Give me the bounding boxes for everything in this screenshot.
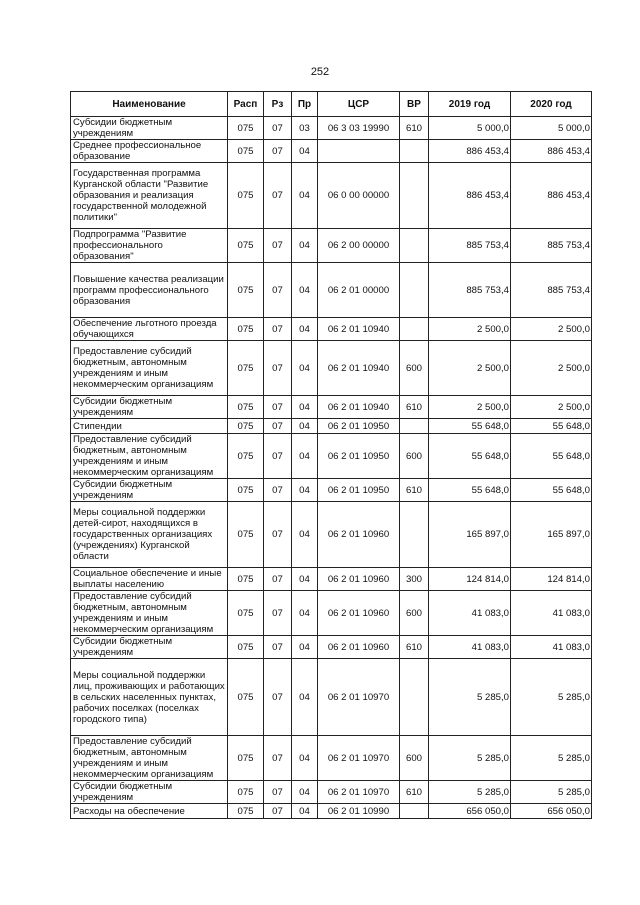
table-row — [71, 736, 592, 781]
cell-pr: 04 — [292, 434, 318, 479]
table-row — [71, 140, 592, 163]
header-2020: 2020 год — [511, 92, 592, 117]
cell-pr: 04 — [292, 736, 318, 781]
cell-csr: 06 2 01 10960 — [318, 636, 400, 659]
cell-2019: 5 285,0 — [429, 659, 511, 736]
cell-rasp: 075 — [228, 591, 264, 636]
table-row — [71, 419, 592, 434]
cell-2019: 2 500,0 — [429, 396, 511, 419]
table-row — [71, 434, 592, 479]
cell-pr: 04 — [292, 318, 318, 341]
cell-csr: 06 2 01 10950 — [318, 479, 400, 502]
table-row — [71, 502, 592, 568]
cell-rasp: 075 — [228, 659, 264, 736]
cell-rz: 07 — [264, 736, 292, 781]
cell-vr: 610 — [400, 117, 429, 140]
cell-2019: 5 285,0 — [429, 736, 511, 781]
cell-2019: 41 083,0 — [429, 591, 511, 636]
cell-rasp: 075 — [228, 636, 264, 659]
cell-vr — [400, 263, 429, 318]
cell-csr: 06 2 01 10970 — [318, 781, 400, 804]
cell-name: Расходы на обеспечение — [71, 804, 228, 819]
cell-pr: 04 — [292, 419, 318, 434]
cell-rasp: 075 — [228, 804, 264, 819]
cell-name: Подпрограмма "Развитие профессионального образования" — [71, 229, 228, 263]
cell-csr: 06 2 01 10960 — [318, 591, 400, 636]
table-row — [71, 568, 592, 591]
header-2019: 2019 год — [429, 92, 511, 117]
table-row — [71, 804, 592, 819]
cell-vr: 600 — [400, 341, 429, 396]
cell-2020: 2 500,0 — [511, 396, 592, 419]
cell-2020: 165 897,0 — [511, 502, 592, 568]
cell-name: Меры социальной поддержки лиц, проживающих и работающих в сельских населенных пунктах, рабочих поселках (поселках городского типа) — [71, 659, 228, 736]
cell-2020: 41 083,0 — [511, 636, 592, 659]
budget-table — [70, 91, 592, 819]
cell-name: Предоставление субсидий бюджетным, автономным учреждениям и иным некоммерческим организациям — [71, 434, 228, 479]
cell-rasp: 075 — [228, 434, 264, 479]
cell-rz: 07 — [264, 318, 292, 341]
cell-vr: 610 — [400, 396, 429, 419]
table-row — [71, 479, 592, 502]
cell-2019: 885 753,4 — [429, 263, 511, 318]
cell-rz: 07 — [264, 568, 292, 591]
cell-pr: 04 — [292, 591, 318, 636]
cell-2019: 165 897,0 — [429, 502, 511, 568]
header-name: Наименование — [71, 92, 228, 117]
cell-rz: 07 — [264, 434, 292, 479]
cell-rasp: 075 — [228, 396, 264, 419]
cell-rasp: 075 — [228, 117, 264, 140]
table-body — [71, 117, 592, 819]
header-vr: ВР — [400, 92, 429, 117]
cell-2019: 885 753,4 — [429, 229, 511, 263]
cell-2020: 2 500,0 — [511, 341, 592, 396]
cell-vr — [400, 804, 429, 819]
cell-vr — [400, 318, 429, 341]
cell-2020: 885 753,4 — [511, 263, 592, 318]
cell-vr — [400, 229, 429, 263]
cell-csr: 06 2 01 10940 — [318, 396, 400, 419]
cell-2020: 5 285,0 — [511, 736, 592, 781]
cell-2020: 55 648,0 — [511, 479, 592, 502]
cell-2020: 5 285,0 — [511, 781, 592, 804]
cell-name: Субсидии бюджетным учреждениям — [71, 117, 228, 140]
cell-vr: 600 — [400, 736, 429, 781]
cell-name: Предоставление субсидий бюджетным, автономным учреждениям и иным некоммерческим организациям — [71, 341, 228, 396]
cell-rasp: 075 — [228, 229, 264, 263]
cell-name: Среднее профессиональное образование — [71, 140, 228, 163]
cell-csr: 06 2 01 00000 — [318, 263, 400, 318]
cell-rasp: 075 — [228, 781, 264, 804]
cell-2019: 5 285,0 — [429, 781, 511, 804]
cell-name: Субсидии бюджетным учреждениям — [71, 636, 228, 659]
cell-rasp: 075 — [228, 736, 264, 781]
cell-pr: 04 — [292, 163, 318, 229]
cell-csr: 06 2 00 00000 — [318, 229, 400, 263]
cell-2020: 41 083,0 — [511, 591, 592, 636]
table-row — [71, 636, 592, 659]
cell-2020: 124 814,0 — [511, 568, 592, 591]
cell-csr: 06 2 01 10950 — [318, 419, 400, 434]
cell-pr: 04 — [292, 568, 318, 591]
cell-name: Субсидии бюджетным учреждениям — [71, 781, 228, 804]
cell-rasp: 075 — [228, 419, 264, 434]
cell-2019: 41 083,0 — [429, 636, 511, 659]
cell-pr: 04 — [292, 479, 318, 502]
cell-rasp: 075 — [228, 318, 264, 341]
cell-rz: 07 — [264, 163, 292, 229]
cell-2019: 124 814,0 — [429, 568, 511, 591]
cell-rz: 07 — [264, 479, 292, 502]
cell-csr: 06 2 01 10990 — [318, 804, 400, 819]
table-row — [71, 263, 592, 318]
cell-2020: 885 753,4 — [511, 229, 592, 263]
cell-pr: 04 — [292, 502, 318, 568]
cell-vr: 600 — [400, 591, 429, 636]
cell-rasp: 075 — [228, 479, 264, 502]
cell-2020: 2 500,0 — [511, 318, 592, 341]
cell-2020: 55 648,0 — [511, 434, 592, 479]
cell-csr: 06 2 01 10960 — [318, 502, 400, 568]
cell-2020: 886 453,4 — [511, 163, 592, 229]
cell-vr — [400, 140, 429, 163]
cell-rz: 07 — [264, 117, 292, 140]
table-row — [71, 781, 592, 804]
cell-pr: 04 — [292, 396, 318, 419]
table-row — [71, 117, 592, 140]
cell-name: Предоставление субсидий бюджетным, автономным учреждениям и иным некоммерческим организациям — [71, 736, 228, 781]
cell-2020: 5 000,0 — [511, 117, 592, 140]
cell-name: Стипендии — [71, 419, 228, 434]
cell-name: Предоставление субсидий бюджетным, автономным учреждениям и иным некоммерческим организациям — [71, 591, 228, 636]
cell-rasp: 075 — [228, 502, 264, 568]
cell-csr: 06 2 01 10940 — [318, 318, 400, 341]
cell-pr: 04 — [292, 341, 318, 396]
cell-csr: 06 2 01 10950 — [318, 434, 400, 479]
cell-vr — [400, 419, 429, 434]
cell-pr: 04 — [292, 263, 318, 318]
cell-2019: 55 648,0 — [429, 434, 511, 479]
cell-name: Меры социальной поддержки детей-сирот, находящихся в государственных организациях (учреждениях) Курганской области — [71, 502, 228, 568]
cell-2019: 886 453,4 — [429, 163, 511, 229]
cell-2019: 55 648,0 — [429, 419, 511, 434]
cell-2020: 656 050,0 — [511, 804, 592, 819]
cell-rz: 07 — [264, 636, 292, 659]
cell-2019: 5 000,0 — [429, 117, 511, 140]
cell-pr: 04 — [292, 229, 318, 263]
cell-2019: 2 500,0 — [429, 318, 511, 341]
cell-csr — [318, 140, 400, 163]
header-pr: Пр — [292, 92, 318, 117]
cell-2020: 55 648,0 — [511, 419, 592, 434]
cell-2019: 55 648,0 — [429, 479, 511, 502]
cell-2020: 5 285,0 — [511, 659, 592, 736]
table-row — [71, 163, 592, 229]
cell-rasp: 075 — [228, 163, 264, 229]
table-row — [71, 396, 592, 419]
table-row — [71, 341, 592, 396]
cell-pr: 03 — [292, 117, 318, 140]
header-rasp: Расп — [228, 92, 264, 117]
cell-name: Субсидии бюджетным учреждениям — [71, 396, 228, 419]
table-row — [71, 591, 592, 636]
cell-name: Государственная программа Курганской области "Развитие образования и реализация государственной молодежной политики" — [71, 163, 228, 229]
cell-vr — [400, 163, 429, 229]
cell-pr: 04 — [292, 140, 318, 163]
cell-vr — [400, 502, 429, 568]
cell-rz: 07 — [264, 140, 292, 163]
cell-vr: 610 — [400, 479, 429, 502]
cell-csr: 06 0 00 00000 — [318, 163, 400, 229]
cell-name: Социальное обеспечение и иные выплаты населению — [71, 568, 228, 591]
cell-rz: 07 — [264, 781, 292, 804]
cell-rz: 07 — [264, 229, 292, 263]
cell-vr: 610 — [400, 636, 429, 659]
cell-rz: 07 — [264, 804, 292, 819]
cell-pr: 04 — [292, 636, 318, 659]
cell-rasp: 075 — [228, 568, 264, 591]
cell-name: Повышение качества реализации программ профессионального образования — [71, 263, 228, 318]
cell-rasp: 075 — [228, 341, 264, 396]
cell-rz: 07 — [264, 419, 292, 434]
cell-vr: 600 — [400, 434, 429, 479]
cell-name: Субсидии бюджетным учреждениям — [71, 479, 228, 502]
table-row — [71, 659, 592, 736]
header-rz: Рз — [264, 92, 292, 117]
cell-csr: 06 3 03 19990 — [318, 117, 400, 140]
table-row — [71, 318, 592, 341]
cell-vr: 300 — [400, 568, 429, 591]
cell-2020: 886 453,4 — [511, 140, 592, 163]
cell-pr: 04 — [292, 659, 318, 736]
cell-rz: 07 — [264, 591, 292, 636]
page-number: 252 — [310, 66, 330, 78]
cell-rasp: 075 — [228, 140, 264, 163]
cell-pr: 04 — [292, 804, 318, 819]
cell-csr: 06 2 01 10970 — [318, 736, 400, 781]
cell-csr: 06 2 01 10960 — [318, 568, 400, 591]
cell-2019: 656 050,0 — [429, 804, 511, 819]
cell-rz: 07 — [264, 263, 292, 318]
cell-csr: 06 2 01 10970 — [318, 659, 400, 736]
cell-rasp: 075 — [228, 263, 264, 318]
cell-vr — [400, 659, 429, 736]
table-row — [71, 229, 592, 263]
header-csr: ЦСР — [318, 92, 400, 117]
cell-rz: 07 — [264, 396, 292, 419]
cell-rz: 07 — [264, 502, 292, 568]
cell-2019: 886 453,4 — [429, 140, 511, 163]
table-header-row — [71, 92, 592, 117]
cell-2019: 2 500,0 — [429, 341, 511, 396]
cell-csr: 06 2 01 10940 — [318, 341, 400, 396]
cell-vr: 610 — [400, 781, 429, 804]
cell-pr: 04 — [292, 781, 318, 804]
cell-rz: 07 — [264, 659, 292, 736]
cell-rz: 07 — [264, 341, 292, 396]
cell-name: Обеспечение льготного проезда обучающихся — [71, 318, 228, 341]
